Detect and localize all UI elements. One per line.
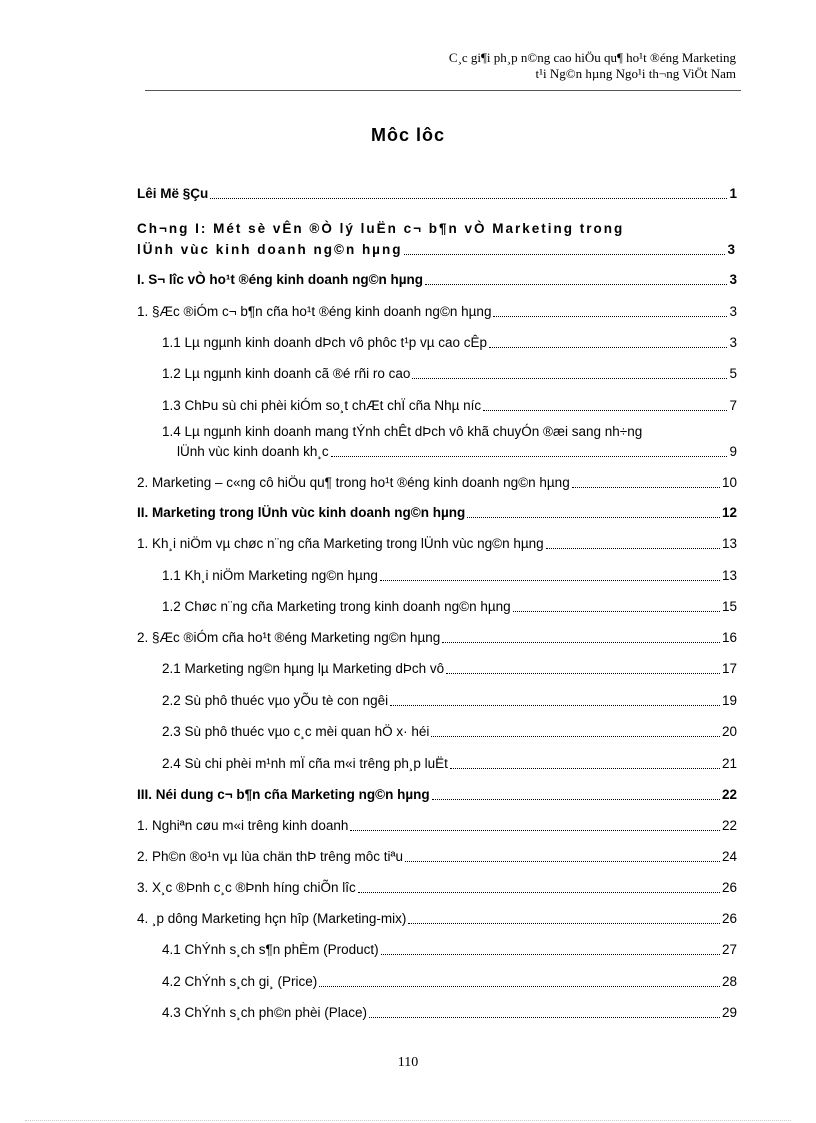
leader-dots	[450, 767, 720, 769]
leader-dots	[467, 516, 720, 518]
toc-entry[interactable]	[137, 185, 737, 203]
toc-entry-text: 2.2 Sù phô thuéc vµo yÕu tè con ngêi	[162, 693, 389, 708]
toc-entry-page: 5	[729, 366, 737, 381]
leader-dots	[572, 486, 720, 488]
toc-entry[interactable]	[137, 474, 737, 492]
toc-entry[interactable]	[137, 786, 737, 804]
toc-entry-page: 21	[721, 756, 737, 771]
toc-entry-text: lÜnh vùc kinh doanh ng©n hµng	[137, 242, 403, 257]
leader-dots	[381, 953, 720, 955]
leader-dots	[412, 377, 727, 379]
toc-entry[interactable]	[137, 241, 737, 259]
toc-entry-page: 17	[721, 661, 737, 676]
toc-entry[interactable]	[162, 598, 737, 616]
leader-dots	[369, 1016, 720, 1018]
leader-dots	[446, 672, 720, 674]
toc-entry-line1: Ch¬ng I: Mét sè vÊn ®Ò lý luËn c¬ b¶n vÒ Marketing trong	[137, 221, 625, 236]
toc-entry[interactable]	[162, 334, 737, 352]
leader-dots	[390, 704, 720, 706]
toc-entry-text: 4.3 ChÝnh s¸ch ph©n phèi (Place)	[162, 1005, 368, 1020]
toc-entry-page: 26	[721, 911, 737, 926]
toc-entry-page: 22	[721, 787, 737, 802]
toc-entry[interactable]	[137, 879, 737, 897]
toc-entry-text: 4. ¸p dông Marketing hçn hîp (Marketing-mix)	[137, 911, 407, 926]
leader-dots	[210, 197, 727, 199]
toc-entry-page: 1	[729, 186, 737, 201]
toc-entry-page: 20	[721, 724, 737, 739]
toc-entry-line1: 1.4 Lµ ngµnh kinh doanh mang tÝnh chÊt dÞch vô khã chuyÓn ®æi sang nh÷ng	[162, 424, 643, 439]
toc-entry-text: 1.1 Lµ ngµnh kinh doanh dÞch vô phôc t¹p vµ cao cÊp	[162, 335, 488, 350]
page-number: 110	[397, 1055, 419, 1070]
toc-entry-text: 2. §Æc ®iÓm cña ho¹t ®éng Marketing ng©n hµng	[137, 630, 441, 645]
toc-entry[interactable]	[162, 660, 737, 678]
leader-dots	[513, 610, 720, 612]
toc-entry-page: 19	[721, 693, 737, 708]
toc-entry[interactable]	[162, 397, 737, 415]
toc-entry[interactable]	[162, 692, 737, 710]
toc-entry-page: 26	[721, 880, 737, 895]
toc-entry-page: 27	[721, 942, 737, 957]
toc-entry[interactable]	[137, 303, 737, 321]
toc-entry-page: 22	[721, 818, 737, 833]
leader-dots	[331, 455, 728, 457]
page-bottom-edge	[25, 1120, 791, 1121]
toc-entry[interactable]	[137, 504, 737, 522]
toc-entry[interactable]	[162, 755, 737, 773]
toc-entry-page: 29	[721, 1005, 737, 1020]
leader-dots	[493, 315, 727, 317]
leader-dots	[380, 579, 720, 581]
toc-entry-page: 3	[729, 304, 737, 319]
toc-entry-text: 1. §Æc ®iÓm c¬ b¶n cña ho¹t ®éng kinh doanh ng©n hµng	[137, 304, 492, 319]
toc-entry-page: 12	[721, 505, 737, 520]
leader-dots	[489, 346, 727, 348]
leader-dots	[319, 985, 720, 987]
toc-entry-text: I. S¬ lîc vÒ ho¹t ®éng kinh doanh ng©n hµng	[137, 272, 424, 287]
toc-entry-page: 28	[721, 974, 737, 989]
leader-dots	[404, 253, 725, 255]
toc-entry-text: 2. Ph©n ®o¹n vµ lùa chän thÞ trêng môc tiªu	[137, 849, 404, 864]
toc-entry-text: 3. X¸c ®Þnh c¸c ®Þnh híng chiÕn lîc	[137, 880, 356, 895]
toc-entry-text: 1. Nghiªn cøu m«i trêng kinh doanh	[137, 818, 349, 833]
leader-dots	[425, 283, 727, 285]
leader-dots	[442, 641, 720, 643]
toc-entry-page: 9	[729, 444, 737, 459]
header-line-2: t¹i Ng©n hµng Ngo¹i th¬ng ViÖt Nam	[535, 66, 736, 81]
header-line-1: C¸c gi¶i ph¸p n©ng cao hiÖu qu¶ ho¹t ®éng Marketing	[448, 50, 736, 65]
leader-dots	[358, 891, 720, 893]
toc-entry[interactable]	[162, 941, 737, 959]
toc-entry-text: 1.3 ChÞu sù chi phèi kiÓm so¸t chÆt chÏ cña Nhµ níc	[162, 398, 482, 413]
toc-entry-page: 24	[721, 849, 737, 864]
leader-dots	[431, 735, 720, 737]
toc-entry-text: 2.1 Marketing ng©n hµng lµ Marketing dÞch vô	[162, 661, 445, 676]
running-header	[276, 50, 736, 82]
toc-entry-page: 3	[729, 335, 737, 350]
leader-dots	[405, 860, 720, 862]
leader-dots	[408, 922, 720, 924]
toc-entry[interactable]	[162, 973, 737, 991]
toc-entry-text: 1. Kh¸i niÖm vµ chøc n¨ng cña Marketing trong lÜnh vùc ng©n hµng	[137, 536, 544, 551]
toc-entry[interactable]	[137, 271, 737, 289]
toc-entry-text: 1.2 Lµ ngµnh kinh doanh cã ®é rñi ro cao	[162, 366, 411, 381]
toc-entry-text: 4.1 ChÝnh s¸ch s¶n phÈm (Product)	[162, 942, 379, 957]
toc-entry[interactable]	[137, 629, 737, 647]
toc-entry-text: 2.3 Sù phô thuéc vµo c¸c mèi quan hÖ x· héi	[162, 724, 430, 739]
toc-entry-page: 16	[721, 630, 737, 645]
header-rule	[145, 90, 741, 91]
toc-entry[interactable]	[177, 443, 737, 461]
toc-entry-page: 13	[721, 536, 737, 551]
toc-entry[interactable]	[162, 1004, 737, 1022]
toc-entry[interactable]	[137, 848, 737, 866]
toc-entry[interactable]	[162, 567, 737, 585]
toc-entry[interactable]	[137, 535, 737, 553]
toc-entry-text: 4.2 ChÝnh s¸ch gi¸ (Price)	[162, 974, 318, 989]
toc-entry-text: III. Néi dung c¬ b¶n cña Marketing ng©n hµng	[137, 787, 430, 802]
leader-dots	[432, 798, 720, 800]
leader-dots	[350, 829, 720, 831]
toc-entry-page: 13	[721, 568, 737, 583]
toc-entry-text: 2.4 Sù chi phèi m¹nh mÏ cña m«i trêng ph¸p luËt	[162, 756, 448, 771]
toc-entry[interactable]	[137, 817, 737, 835]
page-title: Môc lôc	[370, 125, 445, 145]
toc-entry-page: 3	[729, 272, 737, 287]
leader-dots	[546, 547, 720, 549]
toc-entry-page: 7	[729, 398, 737, 413]
toc-entry-text: 1.1 Kh¸i niÖm Marketing ng©n hµng	[162, 568, 378, 583]
toc-entry-page: 3	[727, 242, 737, 257]
toc-entry-page: 10	[721, 475, 737, 490]
toc-entry-text: 1.2 Chøc n¨ng cña Marketing trong kinh doanh ng©n hµng	[162, 599, 511, 614]
toc-entry-text: 2. Marketing – c«ng cô hiÖu qu¶ trong ho¹t ®éng kinh doanh ng©n hµng	[137, 475, 570, 490]
toc-entry[interactable]	[162, 723, 737, 741]
toc-entry-page: 15	[721, 599, 737, 614]
toc-entry[interactable]	[162, 365, 737, 383]
toc-entry-text: lÜnh vùc kinh doanh kh¸c	[177, 444, 329, 459]
toc-entry-text: Lêi Më §Çu	[137, 186, 209, 201]
toc-entry-text: II. Marketing trong lÜnh vùc kinh doanh ng©n hµng	[137, 505, 466, 520]
leader-dots	[483, 409, 727, 411]
toc-entry[interactable]	[137, 910, 737, 928]
